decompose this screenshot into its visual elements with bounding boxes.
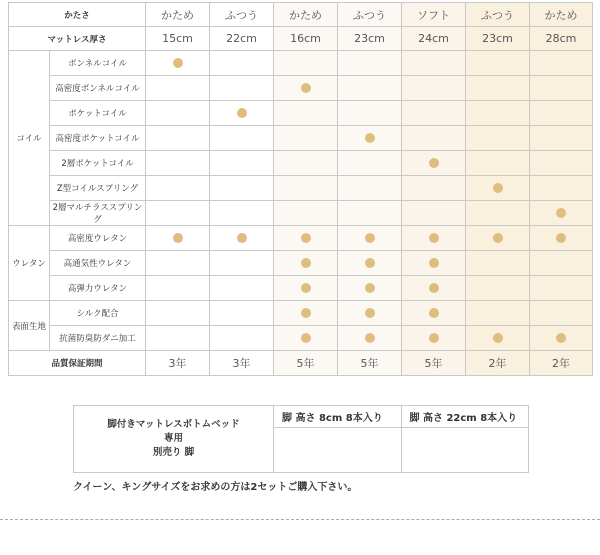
feature-dot-icon: [429, 233, 439, 243]
feature-cell: [402, 276, 466, 301]
feature-dot-icon: [365, 308, 375, 318]
feature-dot-icon: [173, 233, 183, 243]
feature-cell: [274, 126, 338, 151]
feature-dot-icon: [365, 283, 375, 293]
dashed-divider: [0, 519, 600, 520]
feature-dot-icon: [301, 83, 311, 93]
feature-cell: [530, 176, 593, 201]
legs-option-table: [73, 405, 529, 473]
feature-cell: [402, 126, 466, 151]
feature-cell: [338, 226, 402, 251]
feature-cell: [402, 201, 466, 226]
feature-cell: [338, 151, 402, 176]
feature-cell: [402, 226, 466, 251]
feature-cell: [402, 301, 466, 326]
feature-cell: [402, 51, 466, 76]
feature-cell: [146, 76, 210, 101]
feature-dot-icon: [301, 258, 311, 268]
feature-label: 2層マルチラススプリング: [50, 201, 146, 226]
feature-row: [9, 251, 593, 276]
feature-dot-icon: [429, 258, 439, 268]
feature-dot-icon: [493, 333, 503, 343]
feature-cell: [146, 276, 210, 301]
feature-cell: [146, 51, 210, 76]
feature-dot-icon: [429, 158, 439, 168]
feature-label: ポケットコイル: [50, 101, 146, 126]
feature-cell: [274, 326, 338, 351]
feature-dot-icon: [365, 333, 375, 343]
feature-cell: [338, 51, 402, 76]
feature-cell: [210, 326, 274, 351]
feature-cell: [146, 151, 210, 176]
feature-cell: [146, 201, 210, 226]
feature-cell: [530, 76, 593, 101]
feature-cell: [274, 176, 338, 201]
feature-cell: [210, 176, 274, 201]
feature-cell: [274, 101, 338, 126]
thickness-row-value: 28cm: [530, 27, 593, 51]
feature-dot-icon: [556, 233, 566, 243]
feature-cell: [210, 251, 274, 276]
thickness-row-value: 23cm: [338, 27, 402, 51]
feature-dot-icon: [301, 333, 311, 343]
feature-cell: [530, 251, 593, 276]
feature-cell: [402, 176, 466, 201]
feature-cell: [530, 276, 593, 301]
feature-cell: [338, 76, 402, 101]
feature-cell: [146, 251, 210, 276]
feature-cell: [338, 301, 402, 326]
warranty-row-value: 5年: [274, 351, 338, 376]
feature-cell: [146, 176, 210, 201]
feature-cell: [466, 326, 530, 351]
feature-cell: [274, 151, 338, 176]
feature-label: ボンネルコイル: [50, 51, 146, 76]
feature-label: 高密度ウレタン: [50, 226, 146, 251]
feature-row: [9, 226, 593, 251]
feature-dot-icon: [493, 233, 503, 243]
feature-cell: [274, 201, 338, 226]
feature-cell: [402, 151, 466, 176]
feature-cell: [402, 251, 466, 276]
legs-title-cell: [74, 406, 274, 473]
feature-cell: [210, 101, 274, 126]
thickness-row-value: 16cm: [274, 27, 338, 51]
feature-label: 高密度ポケットコイル: [50, 126, 146, 151]
feature-dot-icon: [429, 333, 439, 343]
legs-option-8cm: 脚 高さ 8cm 8本入り: [274, 406, 402, 428]
feature-cell: [530, 126, 593, 151]
group-label: コイル: [9, 51, 50, 226]
feature-cell: [466, 276, 530, 301]
feature-label: Z型コイルスプリング: [50, 176, 146, 201]
legs-option-22cm-body: [401, 428, 529, 473]
feature-cell: [402, 101, 466, 126]
feature-label: 高密度ボンネルコイル: [50, 76, 146, 101]
feature-row: [9, 76, 593, 101]
firmness-row-value: ふつう: [466, 3, 530, 27]
feature-cell: [530, 326, 593, 351]
feature-dot-icon: [365, 258, 375, 268]
feature-cell: [210, 76, 274, 101]
feature-dot-icon: [301, 283, 311, 293]
firmness-row: [9, 3, 593, 27]
firmness-row-value: ソフト: [402, 3, 466, 27]
feature-row: [9, 276, 593, 301]
feature-cell: [146, 326, 210, 351]
feature-cell: [338, 126, 402, 151]
feature-dot-icon: [365, 133, 375, 143]
feature-label: 抗菌防臭防ダニ加工: [50, 326, 146, 351]
feature-row: [9, 176, 593, 201]
feature-dot-icon: [365, 233, 375, 243]
feature-cell: [402, 76, 466, 101]
feature-label: 高通気性ウレタン: [50, 251, 146, 276]
feature-cell: [210, 276, 274, 301]
feature-dot-icon: [556, 208, 566, 218]
feature-cell: [466, 51, 530, 76]
feature-dot-icon: [556, 333, 566, 343]
feature-cell: [274, 276, 338, 301]
feature-row: [9, 301, 593, 326]
feature-cell: [466, 251, 530, 276]
legs-title-line1: 脚付きマットレスボトムベッド: [107, 419, 240, 430]
feature-cell: [210, 226, 274, 251]
feature-dot-icon: [301, 308, 311, 318]
firmness-row-value: かため: [274, 3, 338, 27]
feature-cell: [146, 126, 210, 151]
feature-row: [9, 51, 593, 76]
firmness-row-value: ふつう: [210, 3, 274, 27]
thickness-row-value: 23cm: [466, 27, 530, 51]
warranty-row-label: 品質保証期間: [9, 351, 146, 376]
feature-cell: [530, 201, 593, 226]
feature-cell: [338, 101, 402, 126]
feature-row: [9, 126, 593, 151]
feature-cell: [530, 226, 593, 251]
feature-cell: [274, 226, 338, 251]
feature-cell: [530, 301, 593, 326]
feature-dot-icon: [301, 233, 311, 243]
thickness-row-value: 22cm: [210, 27, 274, 51]
feature-dot-icon: [429, 308, 439, 318]
feature-cell: [466, 101, 530, 126]
legs-option-22cm: 脚 高さ 22cm 8本入り: [401, 406, 529, 428]
feature-row: [9, 151, 593, 176]
feature-dot-icon: [429, 283, 439, 293]
thickness-row-value: 15cm: [146, 27, 210, 51]
feature-cell: [274, 301, 338, 326]
set-purchase-note: クイーン、キングサイズをお求めの方は2セットご購入下さい。: [73, 482, 358, 493]
thickness-row-label: マットレス厚さ: [9, 27, 146, 51]
group-label: 表面生地: [9, 301, 50, 351]
warranty-row-value: 2年: [530, 351, 593, 376]
feature-cell: [338, 201, 402, 226]
feature-row: [9, 201, 593, 226]
feature-cell: [210, 126, 274, 151]
feature-cell: [274, 51, 338, 76]
feature-label: 2層ポケットコイル: [50, 151, 146, 176]
warranty-row-value: 5年: [402, 351, 466, 376]
warranty-row: [9, 351, 593, 376]
feature-row: [9, 101, 593, 126]
warranty-row-value: 3年: [146, 351, 210, 376]
thickness-row-value: 24cm: [402, 27, 466, 51]
feature-cell: [338, 276, 402, 301]
legs-option-8cm-body: [274, 428, 402, 473]
feature-cell: [274, 76, 338, 101]
firmness-row-value: かため: [146, 3, 210, 27]
warranty-row-value: 5年: [338, 351, 402, 376]
feature-row: [9, 326, 593, 351]
feature-cell: [210, 301, 274, 326]
feature-cell: [146, 226, 210, 251]
legs-title-line2: 専用: [163, 433, 183, 444]
feature-cell: [210, 51, 274, 76]
feature-cell: [146, 301, 210, 326]
feature-dot-icon: [237, 108, 247, 118]
warranty-row-value: 2年: [466, 351, 530, 376]
feature-cell: [210, 151, 274, 176]
feature-label: シルク配合: [50, 301, 146, 326]
feature-cell: [210, 201, 274, 226]
feature-cell: [338, 251, 402, 276]
thickness-row: [9, 27, 593, 51]
firmness-row-value: ふつう: [338, 3, 402, 27]
feature-cell: [466, 176, 530, 201]
feature-cell: [466, 226, 530, 251]
legs-title-line3: 別売り 脚: [152, 447, 195, 458]
firmness-row-label: かたさ: [9, 3, 146, 27]
feature-dot-icon: [493, 183, 503, 193]
feature-cell: [466, 126, 530, 151]
feature-cell: [146, 101, 210, 126]
feature-dot-icon: [173, 58, 183, 68]
feature-cell: [402, 326, 466, 351]
feature-cell: [466, 151, 530, 176]
group-label: ウレタン: [9, 226, 50, 301]
mattress-spec-table: [8, 2, 593, 376]
feature-cell: [338, 326, 402, 351]
feature-label: 高弾力ウレタン: [50, 276, 146, 301]
feature-cell: [530, 101, 593, 126]
feature-cell: [274, 251, 338, 276]
feature-dot-icon: [237, 233, 247, 243]
feature-cell: [338, 176, 402, 201]
feature-cell: [466, 301, 530, 326]
feature-cell: [530, 151, 593, 176]
feature-cell: [530, 51, 593, 76]
feature-cell: [466, 76, 530, 101]
warranty-row-value: 3年: [210, 351, 274, 376]
firmness-row-value: かため: [530, 3, 593, 27]
feature-cell: [466, 201, 530, 226]
